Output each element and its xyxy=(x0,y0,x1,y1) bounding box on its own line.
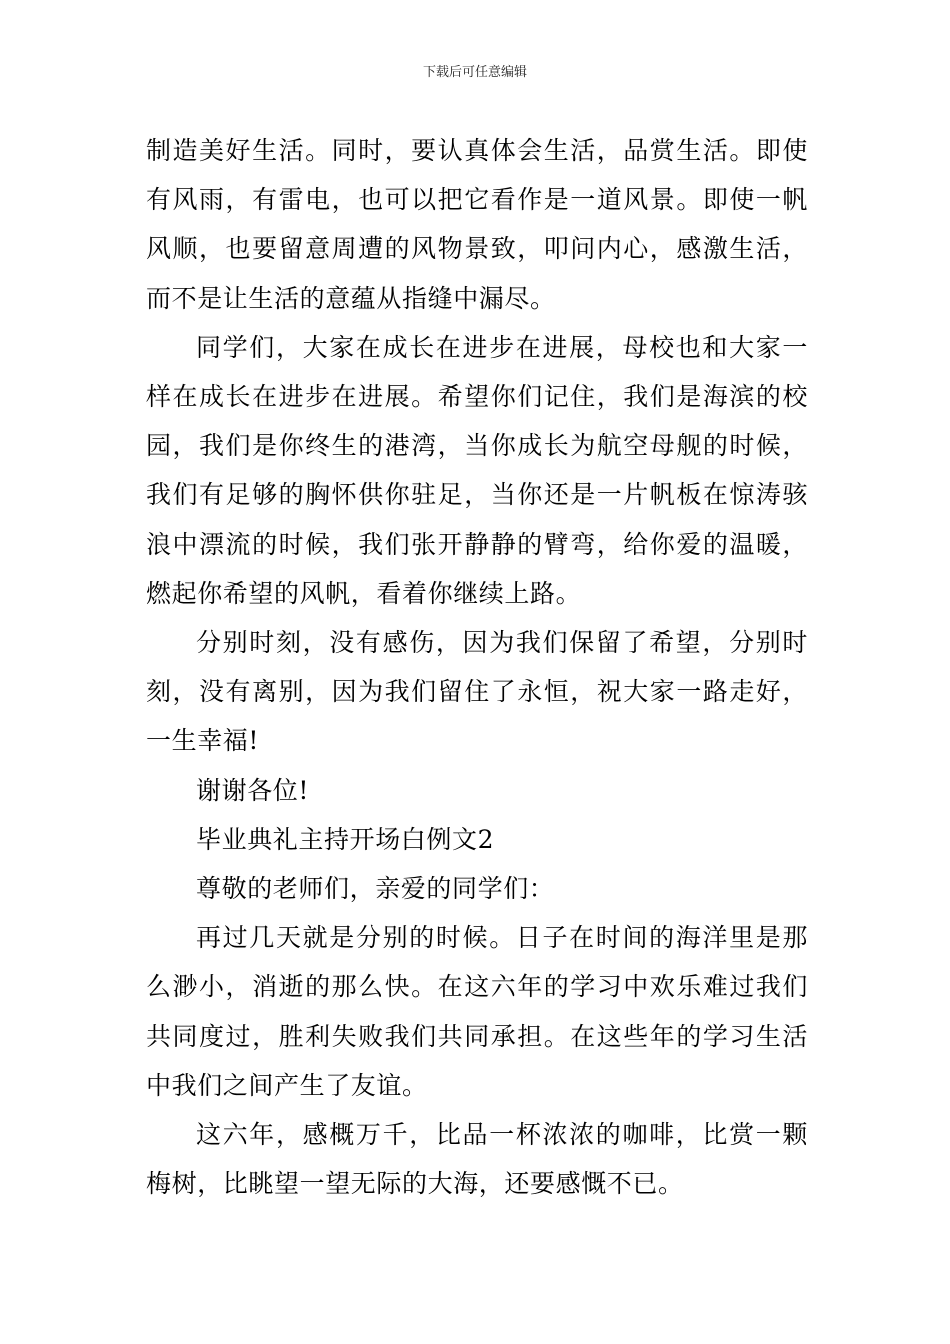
closing-line: 谢谢各位! xyxy=(196,775,310,805)
salutation: 尊敬的老师们，亲爱的同学们： xyxy=(196,874,555,904)
paragraph: 分别时刻，没有感伤，因为我们保留了希望，分别时刻，没有离别，因为我们留住了永恒，祝大家一路走好，一生幸福! xyxy=(146,628,808,756)
paragraph: 再过几天就是分别的时候。日子在时间的海洋里是那么渺小，消逝的那么快。在这六年的学习中欢乐难过我们共同度过，胜利失败我们共同承担。在这些年的学习生活中我们之间产生了友谊。 xyxy=(146,923,808,1100)
page-header: 下载后可任意编辑 xyxy=(422,65,527,80)
section-title: 毕业典礼主持开场白例文2 xyxy=(196,824,495,854)
paragraph: 制造美好生活。同时，要认真体会生活，品赏生活。即使有风雨，有雷电，也可以把它看作是一道风景。即使一帆风顺，也要留意周遭的风物景致，叩问内心，感激生活，而不是让生活的意蕴从指缝中漏尽。 xyxy=(146,136,808,313)
paragraph: 同学们，大家在成长在进步在进展，母校也和大家一样在成长在进步在进展。希望你们记住，我们是海滨的校园，我们是你终生的港湾，当你成长为航空母舰的时候，我们有足够的胸怀供你驻足，当你还是一片帆板在惊涛骇浪中漂流的时候，我们张开静静的臂弯，给你爱的温暖，燃起你希望的风帆，看着你继续上路。 xyxy=(146,332,808,608)
document-body xyxy=(146,126,808,1208)
paragraph: 这六年，感概万千，比品一杯浓浓的咖啡，比赏一颗梅树，比眺望一望无际的大海，还要感慨不已。 xyxy=(146,1120,808,1199)
